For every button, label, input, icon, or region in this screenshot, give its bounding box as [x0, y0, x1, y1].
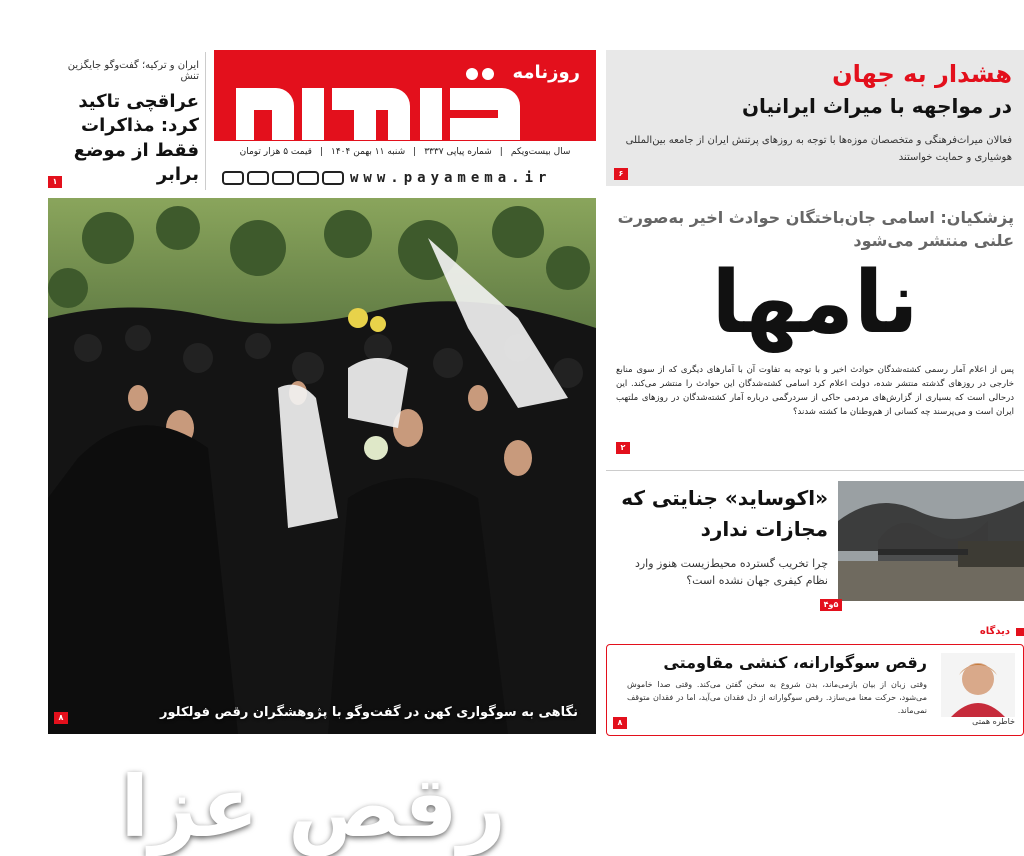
- masthead-year: سال بیست‌ویکم: [510, 146, 571, 157]
- names-story[interactable]: [606, 198, 1024, 460]
- mourning-crowd-photo: [48, 198, 596, 734]
- main-caption: نگاهی به سوگواری کهن در گفت‌وگو با پژوهشگران رقص فولکلور: [160, 705, 578, 720]
- url-ornament-icon: [222, 171, 344, 185]
- warning-kicker: هشدار به جهان: [832, 60, 1012, 88]
- ecocide-story[interactable]: [606, 470, 1024, 620]
- ecocide-subtitle: چرا تخریب گسترده محیط‌زیست هنوز وارد نظام کیفری جهان نشده است؟: [634, 557, 828, 588]
- page-number-badge: ۸: [613, 717, 627, 729]
- tank-smoke-photo: [838, 481, 1024, 601]
- left-teaser-story[interactable]: [48, 52, 206, 190]
- main-headline: رقص عزا: [120, 758, 506, 856]
- main-photo-story[interactable]: [48, 198, 596, 856]
- opinion-text: وقتی زبان از بیان بازمی‌ماند، بدن شروع به سخن گفتن می‌کند. وقتی صدا خاموش می‌شود، حرکت معنا می‌سازد. رقص سوگوارانه از دل فقدان می‌آید، اما در فقدان متوقف نمی‌ماند.: [627, 680, 927, 715]
- warning-story-box[interactable]: [606, 50, 1024, 186]
- masthead-date: شنبه ۱۱ بهمن ۱۴۰۴: [331, 146, 406, 157]
- opinion-column[interactable]: [606, 626, 1024, 736]
- warning-title: در مواجهه با میراث ایرانیان: [741, 94, 1012, 118]
- names-headline: نامها: [711, 253, 919, 354]
- page-number-badge: ۵و۴: [820, 599, 842, 611]
- masthead-issue: شماره پیاپی ۳۳۳۷: [424, 146, 492, 157]
- opinion-headline: رقص سوگوارانه، کنشی مقاومتی: [663, 653, 927, 672]
- site-url[interactable]: www.payamema.ir: [350, 170, 552, 186]
- page-number-badge: ۲: [616, 442, 630, 454]
- names-body-text: پس از اعلام آمار رسمی کشته‌شدگان حوادث اخیر و با توجه به تفاوت آن با آمارهای دیگری که از سوی منابع خارجی در روزهای گذشته منتشر شده، دولت اعلام کرد اسامی کشته‌شدگان این حوادث را منتشر می‌کند. این درحالی است که بسیاری از گزارش‌های مردمی حاکی از سردرگمی درباره آمار کشته‌شدگان در روزهای ملتهب ایران است و می‌پرسند چه کسانی از هم‌وطنان ما کشته شدند؟: [616, 364, 1014, 418]
- masthead-subtitle: روزنامه: [512, 62, 580, 83]
- left-teaser-kicker: ایران و ترکیه؛ گفت‌وگو جایگزین تنش: [67, 60, 199, 82]
- author-avatar: [941, 653, 1015, 717]
- names-kicker: پزشکیان: اسامی جان‌باختگان حوادث اخیر به‌صورت علنی منتشر می‌شود: [617, 208, 1014, 251]
- page-number-badge: ۶: [614, 168, 628, 180]
- page-number-badge: ۸: [54, 712, 68, 724]
- left-teaser-title: عراقچی تاکید کرد: مذاکرات فقط از موضع برابر: [73, 91, 199, 185]
- ecocide-headline: «اکوساید» جنایتی که مجازات ندارد: [621, 486, 828, 541]
- warning-text: فعالان میراث‌فرهنگی و متخصصان موزه‌ها با توجه به روزهای پرتنش ایران از جامعه بین‌المللی هوشیاری و حمایت خواستند: [625, 135, 1012, 163]
- masthead-price: قیمت ۵ هزار تومان: [239, 146, 312, 157]
- masthead-info-bar: سال بیست‌ویکم | شماره پیاپی ۳۳۳۷ | شنبه ۱۱ بهمن ۱۴۰۴ | قیمت ۵ هزار تومان: [214, 140, 596, 162]
- opinion-card: [606, 644, 1024, 736]
- opinion-tag: دیدگاه: [980, 626, 1024, 637]
- author-name: خاطره همتی: [972, 717, 1015, 726]
- site-url-bar: [214, 168, 596, 188]
- page-number-badge: ۱: [48, 176, 62, 188]
- logo-payam-ma: [232, 58, 532, 150]
